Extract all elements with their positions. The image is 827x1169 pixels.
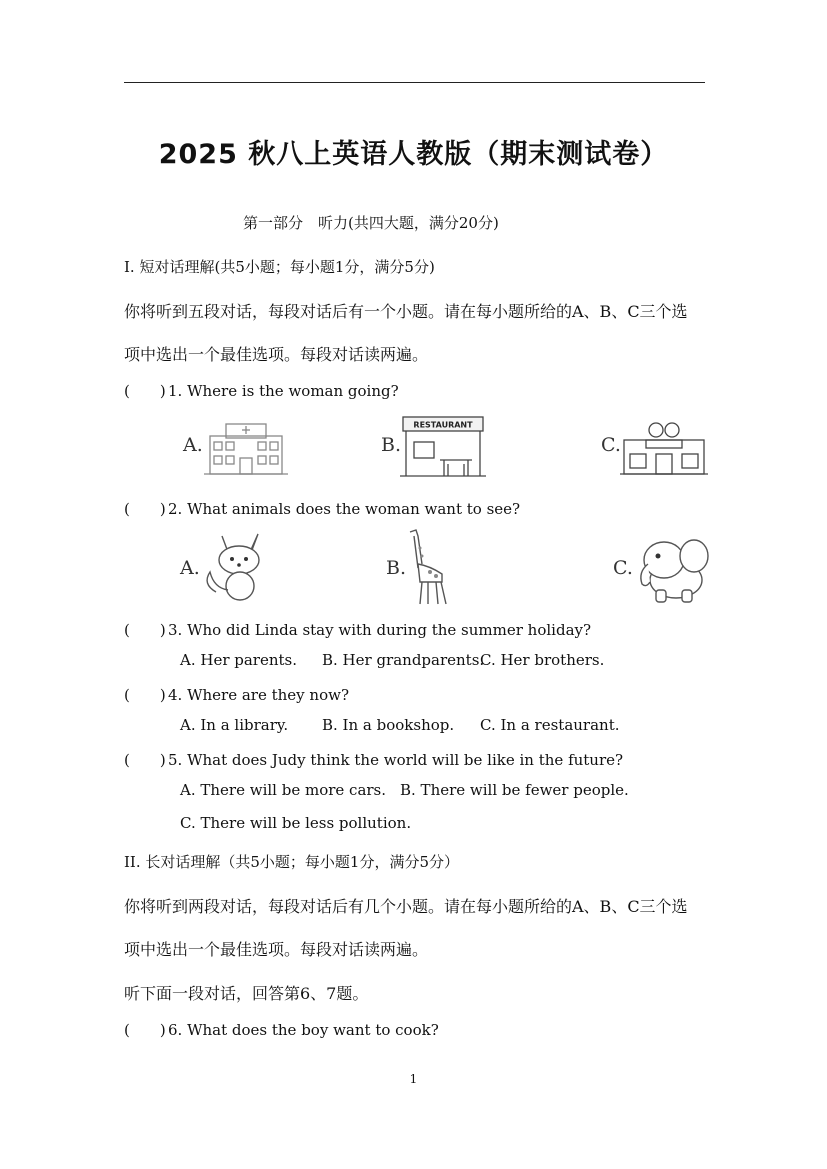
q5-option-a[interactable]: A. There will be more cars. [180, 781, 387, 799]
question-text: 6. What does the boy want to cook? [168, 1021, 439, 1039]
question-text: 5. What does Judy think the world will be like in the future? [168, 751, 624, 769]
question-text: 1. Where is the woman going? [168, 382, 399, 400]
question-text: 2. What animals does the woman want to see? [168, 500, 521, 518]
section2-instruction-line1: 你将听到两段对话，每段对话后有几个小题。请在每小题所给的A、B、C三个选 [124, 897, 688, 916]
answer-blank[interactable]: ( ) [124, 500, 166, 518]
q1-option-b-label[interactable]: B. [381, 434, 402, 456]
question-5 [124, 749, 623, 770]
section2-sub-instruction: 听下面一段对话，回答第6、7题。 [124, 984, 369, 1003]
question-1 [124, 380, 399, 401]
q4-option-a[interactable]: A. In a library. [180, 716, 289, 734]
restaurant-icon [400, 414, 486, 478]
q2-option-b-label[interactable]: B. [386, 557, 407, 579]
giraffe-icon [404, 528, 450, 606]
answer-blank[interactable]: ( ) [124, 382, 166, 400]
fox-icon [202, 528, 276, 604]
question-6 [124, 1019, 439, 1040]
restaurant-sign-text: RESTAURANT [413, 420, 473, 430]
answer-blank[interactable]: ( ) [124, 686, 166, 704]
hospital-building-icon [204, 418, 288, 476]
q1-option-a-label[interactable]: A. [183, 434, 203, 456]
q5-option-c[interactable]: C. There will be less pollution. [180, 814, 412, 832]
page-number: 1 [409, 1072, 418, 1086]
page-title: 2025 秋八上英语人教版（期末测试卷） [158, 139, 669, 170]
part-heading: 第一部分 听力(共四大题，满分20分) [243, 214, 499, 232]
q4-option-b[interactable]: B. In a bookshop. [322, 716, 455, 734]
answer-blank[interactable]: ( ) [124, 621, 166, 639]
movie-theater-icon [620, 420, 708, 476]
question-4 [124, 684, 349, 705]
q3-option-b[interactable]: B. Her grandparents. [322, 651, 485, 669]
elephant-icon [634, 534, 712, 604]
section1-instruction-line2: 项中选出一个最佳选项。每段对话读两遍。 [124, 345, 429, 364]
question-text: 4. Where are they now? [168, 686, 349, 704]
q3-option-c[interactable]: C. Her brothers. [480, 651, 605, 669]
q1-option-c-label[interactable]: C. [601, 434, 621, 456]
q4-option-c[interactable]: C. In a restaurant. [480, 716, 620, 734]
section2-heading: II. 长对话理解（共5小题；每小题1分，满分5分） [124, 853, 460, 871]
q2-option-c-label[interactable]: C. [613, 557, 633, 579]
answer-blank[interactable]: ( ) [124, 1021, 166, 1039]
section1-instruction-line1: 你将听到五段对话，每段对话后有一个小题。请在每小题所给的A、B、C三个选 [124, 302, 688, 321]
answer-blank[interactable]: ( ) [124, 751, 166, 769]
q3-option-a[interactable]: A. Her parents. [180, 651, 298, 669]
q2-option-a-label[interactable]: A. [180, 557, 200, 579]
question-3 [124, 619, 591, 640]
section1-heading: I. 短对话理解(共5小题；每小题1分，满分5分) [124, 258, 435, 276]
question-2 [124, 498, 520, 519]
section2-instruction-line2: 项中选出一个最佳选项。每段对话读两遍。 [124, 940, 429, 959]
header-rule [124, 82, 705, 83]
q5-option-b[interactable]: B. There will be fewer people. [400, 781, 629, 799]
question-text: 3. Who did Linda stay with during the summer holiday? [168, 621, 592, 639]
